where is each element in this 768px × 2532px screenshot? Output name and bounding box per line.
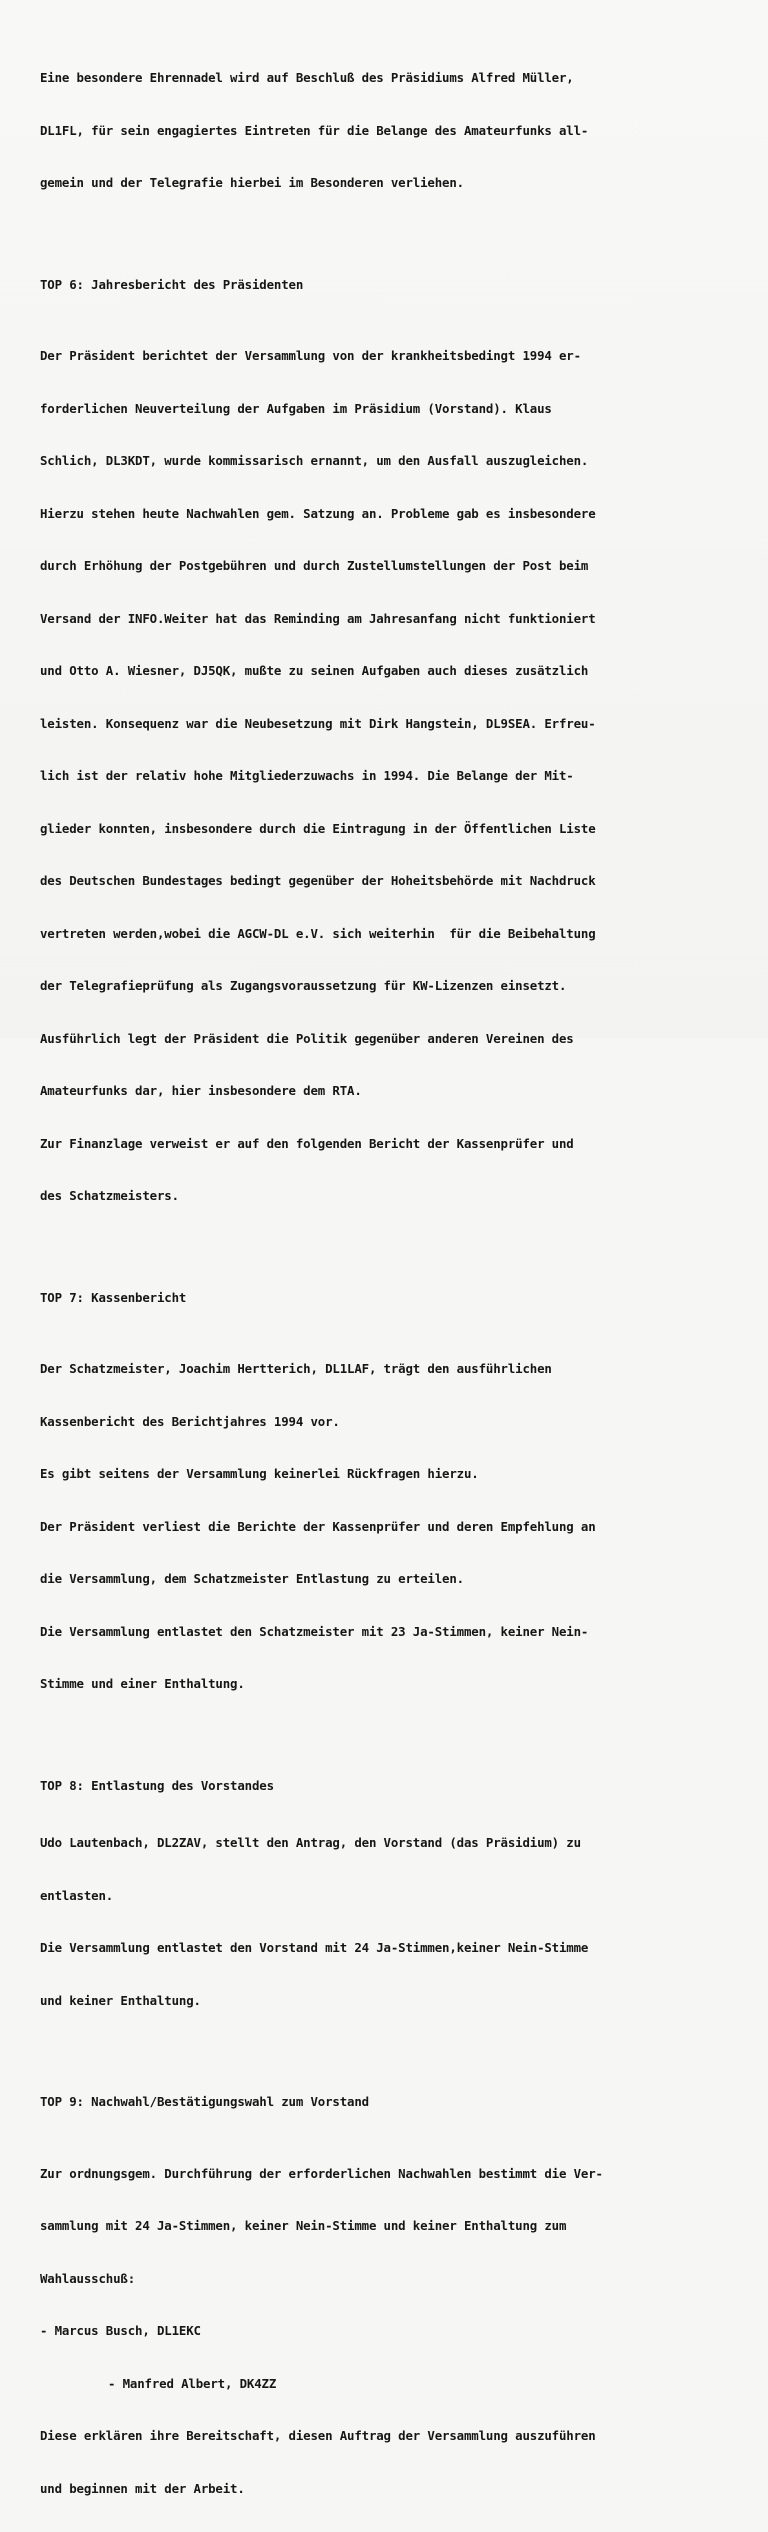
top9-paragraph: [40, 2130, 736, 2532]
top8-paragraph: [40, 1799, 736, 2044]
intro-line: Eine besondere Ehrennadel wird auf Beschluß des Präsidiums Alfred Müller,: [40, 69, 736, 87]
intro-line: DL1FL, für sein engagiertes Eintreten für die Belange des Amateurfunks all-: [40, 122, 736, 140]
top7-line: Es gibt seitens der Versammlung keinerlei Rückfragen hierzu.: [40, 1465, 736, 1483]
top7-heading: TOP 7: Kassenbericht: [40, 1289, 736, 1307]
top8-line: und keiner Enthaltung.: [40, 1992, 736, 2010]
top6-line: Der Präsident berichtet der Versammlung von der krankheitsbedingt 1994 er-: [40, 347, 736, 365]
top6-line: der Telegrafieprüfung als Zugangsvoraussetzung für KW-Lizenzen einsetzt.: [40, 977, 736, 995]
top6-line: vertreten werden,wobei die AGCW-DL e.V. sich weiterhin für die Beibehaltung: [40, 925, 736, 943]
top6-line: Ausführlich legt der Präsident die Politik gegenüber anderen Vereinen des: [40, 1030, 736, 1048]
top6-line: leisten. Konsequenz war die Neubesetzung mit Dirk Hangstein, DL9SEA. Erfreu-: [40, 715, 736, 733]
document-page: [0, 0, 768, 1038]
top7-line: Kassenbericht des Berichtjahres 1994 vor.: [40, 1413, 736, 1431]
top6-line: durch Erhöhung der Postgebühren und durch Zustellumstellungen der Post beim: [40, 557, 736, 575]
top7-line: Der Präsident verliest die Berichte der Kassenprüfer und deren Empfehlung an: [40, 1518, 736, 1536]
top6-line: des Deutschen Bundestages bedingt gegenüber der Hoheitsbehörde mit Nachdruck: [40, 872, 736, 890]
top9-line: Wahlausschuß:: [40, 2270, 736, 2288]
top6-line: Hierzu stehen heute Nachwahlen gem. Satzung an. Probleme gab es insbesondere: [40, 505, 736, 523]
top6-line: lich ist der relativ hohe Mitgliederzuwachs in 1994. Die Belange der Mit-: [40, 767, 736, 785]
top9-closing-line: und beginnen mit der Arbeit.: [40, 2480, 736, 2498]
top6-line: Versand der INFO.Weiter hat das Reminding am Jahresanfang nicht funktioniert: [40, 610, 736, 628]
top7-line: die Versammlung, dem Schatzmeister Entlastung zu erteilen.: [40, 1570, 736, 1588]
top7-paragraph: [40, 1325, 736, 1728]
top6-line: Amateurfunks dar, hier insbesondere dem RTA.: [40, 1082, 736, 1100]
top7-line: Stimme und einer Enthaltung.: [40, 1675, 736, 1693]
top6-line: des Schatzmeisters.: [40, 1187, 736, 1205]
top6-line: Schlich, DL3KDT, wurde kommissarisch ernannt, um den Ausfall auszugleichen.: [40, 452, 736, 470]
top6-heading: TOP 6: Jahresbericht des Präsidenten: [40, 276, 736, 294]
top7-line: Die Versammlung entlastet den Schatzmeister mit 23 Ja-Stimmen, keiner Nein-: [40, 1623, 736, 1641]
committee-member: - Manfred Albert, DK4ZZ: [40, 2375, 736, 2393]
top6-line: Zur Finanzlage verweist er auf den folgenden Bericht der Kassenprüfer und: [40, 1135, 736, 1153]
top8-line: Die Versammlung entlastet den Vorstand mit 24 Ja-Stimmen,keiner Nein-Stimme: [40, 1939, 736, 1957]
intro-paragraph: [40, 34, 736, 227]
top8-line: entlasten.: [40, 1887, 736, 1905]
top9-closing-line: Diese erklären ihre Bereitschaft, diesen Auftrag der Versammlung auszuführen: [40, 2427, 736, 2445]
committee-member: - Marcus Busch, DL1EKC: [40, 2322, 736, 2340]
document-body: [40, 34, 736, 2532]
top6-line: forderlichen Neuverteilung der Aufgaben im Präsidium (Vorstand). Klaus: [40, 400, 736, 418]
top9-line: sammlung mit 24 Ja-Stimmen, keiner Nein-Stimme und keiner Enthaltung zum: [40, 2217, 736, 2235]
top9-heading: TOP 9: Nachwahl/Bestätigungswahl zum Vorstand: [40, 2093, 736, 2111]
top7-line: Der Schatzmeister, Joachim Hertterich, DL1LAF, trägt den ausführlichen: [40, 1360, 736, 1378]
top8-heading: TOP 8: Entlastung des Vorstandes: [40, 1777, 736, 1795]
top6-line: glieder konnten, insbesondere durch die Eintragung in der Öffentlichen Liste: [40, 820, 736, 838]
top8-line: Udo Lautenbach, DL2ZAV, stellt den Antrag, den Vorstand (das Präsidium) zu: [40, 1834, 736, 1852]
intro-line: gemein und der Telegrafie hierbei im Besonderen verliehen.: [40, 174, 736, 192]
top6-paragraph: [40, 312, 736, 1240]
top9-line: Zur ordnungsgem. Durchführung der erforderlichen Nachwahlen bestimmt die Ver-: [40, 2165, 736, 2183]
top6-line: und Otto A. Wiesner, DJ5QK, mußte zu seinen Aufgaben auch dieses zusätzlich: [40, 662, 736, 680]
